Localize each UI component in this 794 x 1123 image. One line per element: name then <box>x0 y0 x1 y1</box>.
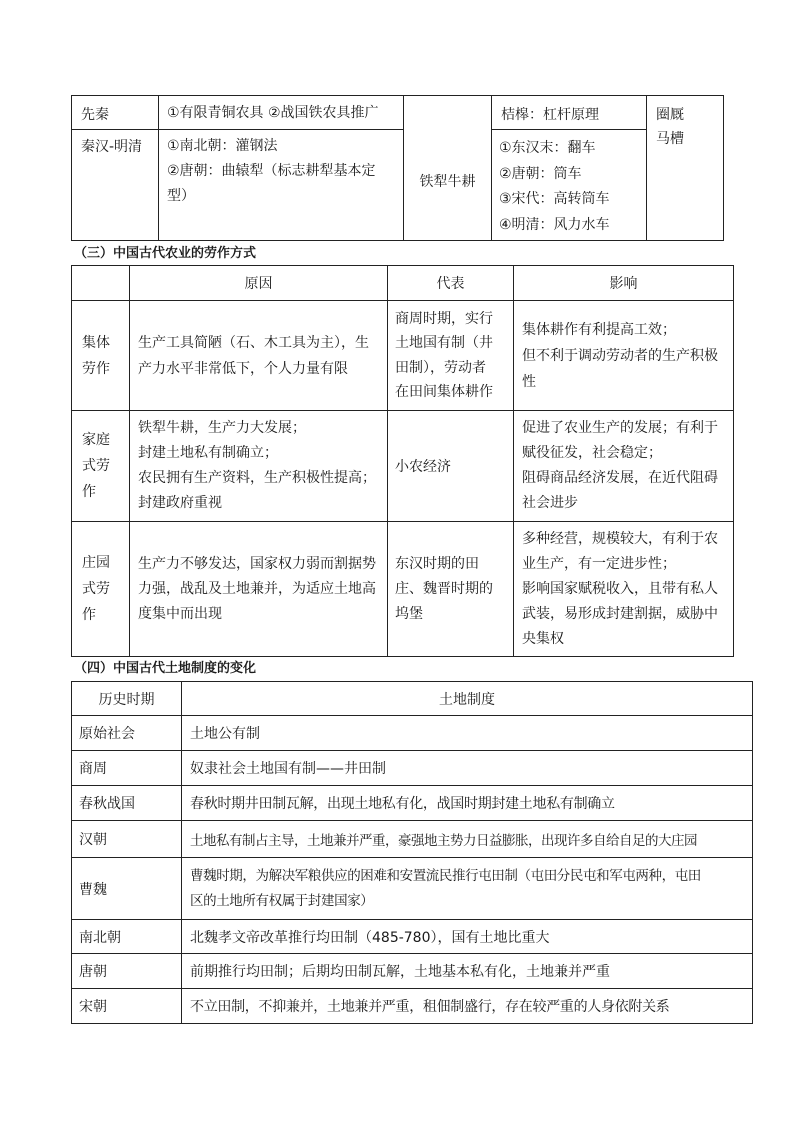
impact-line: 业生产，有一定进步性； <box>522 555 676 572</box>
header-label: 土地制度 <box>439 691 495 708</box>
period-label: 秦汉-明清 <box>81 139 143 155</box>
system-cell <box>182 954 753 989</box>
representative-cell <box>388 411 514 522</box>
fertilizer-line: 圈厩 <box>656 107 684 123</box>
header-cell <box>130 266 388 301</box>
impact-line: 促进了农业生产的发展；有利于 <box>522 420 718 436</box>
period-cell <box>72 130 159 241</box>
labor-name: 式劳 <box>82 581 110 597</box>
period-cell <box>72 786 182 821</box>
labor-methods-table <box>71 265 734 657</box>
representative-line: 商周时期，实行 <box>395 310 493 327</box>
impact-line: 多种经营，规模较大，有利于农 <box>522 530 718 547</box>
period-label: 商周 <box>79 761 107 777</box>
period-label: 唐朝 <box>79 964 107 980</box>
tools-line: ②唐朝：曲辕犁（标志耕犁基本定型） <box>167 163 376 204</box>
system-cell <box>182 821 753 858</box>
section-heading: （四）中国古代土地制度的变化 <box>74 661 257 676</box>
irrigation-item: ③宋代：高转筒车 <box>499 191 610 207</box>
system-line: 区的土地所有权属于封建国家） <box>190 892 374 909</box>
reason-line: 封建土地私有制确立； <box>138 445 278 461</box>
impact-cell <box>514 411 734 522</box>
system-cell <box>182 786 753 821</box>
period-cell <box>72 751 182 786</box>
system-line: 奴隶社会土地国有制——井田制 <box>190 761 386 777</box>
reason-line: 铁犁牛耕，生产力大发展； <box>138 420 306 436</box>
reason-line: 生产工具简陋（石、木工具为主），生 <box>138 334 369 351</box>
plough-label: 铁犁牛耕 <box>419 174 476 190</box>
reason-cell <box>130 301 388 411</box>
irrigation-items-cell <box>492 130 647 241</box>
impact-cell <box>514 522 734 657</box>
impact-line: 性 <box>522 373 536 390</box>
system-cell <box>182 920 753 954</box>
reason-line: 产力水平非常低下，个人力量有限 <box>138 360 348 377</box>
system-line: 不立田制，不抑兼并，土地兼并严重，租佃制盛行，存在较严重的人身依附关系 <box>190 999 670 1015</box>
labor-name: 作 <box>82 484 96 500</box>
system-line: 曹魏时期，为解决军粮供应的困难和安置流民推行屯田制（屯田分民屯和军屯两种，屯田 <box>190 867 701 884</box>
tools-line: ①有限青铜农具 ②战国铁农具推广 <box>167 105 379 121</box>
impact-line: 阻碍商品经济发展，在近代阻碍 <box>522 470 718 486</box>
period-label: 汉朝 <box>79 832 107 848</box>
reason-cell <box>130 411 388 522</box>
system-line: 前期推行均田制；后期均田制瓦解，土地基本私有化，土地兼并严重 <box>190 964 610 980</box>
representative-line: 在田间集体耕作 <box>395 384 493 400</box>
reason-line: 力强，战乱及土地兼并，为适应土地高 <box>138 580 376 597</box>
labor-name-cell <box>72 301 130 411</box>
period-cell <box>72 716 182 751</box>
plough-cell <box>404 96 492 241</box>
header-cell <box>72 682 182 716</box>
representative-line: 东汉时期的田 <box>395 555 479 572</box>
header-cell <box>514 266 734 301</box>
tools-line: ①南北朝：灌钢法 <box>167 138 278 154</box>
representative-line: 庄、魏晋时期的 <box>395 580 493 597</box>
period-cell <box>72 989 182 1024</box>
period-label: 南北朝 <box>79 929 121 946</box>
reason-line: 生产力不够发达，国家权力弱而割据势 <box>138 555 376 572</box>
system-line: 土地私有制占主导，土地兼并严重，豪强地主势力日益膨胀，出现许多自给自足的大庄园 <box>190 833 697 849</box>
labor-name: 家庭 <box>82 432 110 448</box>
labor-name: 集体 <box>82 334 110 351</box>
representative-line: 土地国有制（井 <box>395 335 493 351</box>
labor-name: 式劳 <box>82 458 110 474</box>
period-cell <box>72 858 182 920</box>
irrigation-item: ④明清：风力水车 <box>499 216 610 233</box>
reason-line: 度集中而出现 <box>138 605 222 622</box>
period-label: 春秋战国 <box>79 796 135 812</box>
tools-irrigation-table <box>71 95 724 241</box>
representative-line: 小农经济 <box>395 459 451 475</box>
reason-cell <box>130 522 388 657</box>
impact-line: 赋役征发，社会稳定； <box>522 445 662 461</box>
period-cell <box>72 96 159 130</box>
fertilizer-cell <box>647 96 724 241</box>
irrigation-top-cell <box>492 96 647 130</box>
tools-cell <box>159 96 404 130</box>
labor-name-cell <box>72 522 130 657</box>
labor-name: 作 <box>82 607 96 623</box>
header-cell <box>388 266 514 301</box>
system-cell <box>182 751 753 786</box>
system-line: 土地公有制 <box>190 726 260 742</box>
irrigation-item: ②唐朝：筒车 <box>499 165 582 182</box>
reason-line: 农民拥有生产资料，生产积极性提高； <box>138 470 376 486</box>
header-label: 历史时期 <box>98 691 155 708</box>
impact-line: 社会进步 <box>522 495 578 511</box>
period-label: 宋朝 <box>79 999 107 1015</box>
impact-line: 但不利于调动劳动者的生产积极 <box>522 347 718 364</box>
representative-line: 坞堡 <box>395 605 423 622</box>
section-heading: （三）中国古代农业的劳作方式 <box>74 246 257 261</box>
header-cell <box>182 682 753 716</box>
tools-cell <box>159 130 404 241</box>
system-line: 春秋时期井田制瓦解，出现土地私有化，战国时期封建土地私有制确立 <box>190 796 615 812</box>
labor-name: 庄园 <box>82 555 110 571</box>
period-label: 原始社会 <box>79 726 135 742</box>
representative-cell <box>388 301 514 411</box>
labor-name-cell <box>72 411 130 522</box>
period-label: 先秦 <box>81 107 109 123</box>
impact-line: 央集权 <box>522 630 564 647</box>
irrigation-top-label: 桔槔：杠杆原理 <box>501 107 599 123</box>
representative-cell <box>388 522 514 657</box>
period-cell <box>72 920 182 954</box>
fertilizer-line: 马槽 <box>656 131 684 147</box>
impact-line: 武装，易形成封建割据，威胁中 <box>522 605 718 622</box>
system-cell <box>182 858 753 920</box>
land-system-table <box>71 681 753 1024</box>
system-line: 北魏孝文帝改革推行均田制（485-780），国有土地比重大 <box>190 929 550 946</box>
impact-line: 影响国家赋税收入，且带有私人 <box>522 580 718 597</box>
period-label: 曹魏 <box>79 881 107 898</box>
period-cell <box>72 821 182 858</box>
header-cell <box>72 266 130 301</box>
system-cell <box>182 989 753 1024</box>
header-label: 原因 <box>244 276 273 292</box>
impact-line: 集体耕作有利提高工效； <box>522 321 676 338</box>
representative-line: 田制），劳动者 <box>395 359 486 376</box>
header-label: 代表 <box>436 276 465 292</box>
header-label: 影响 <box>609 276 638 292</box>
irrigation-item: ①东汉末：翻车 <box>499 140 596 156</box>
impact-cell <box>514 301 734 411</box>
period-cell <box>72 954 182 989</box>
system-cell <box>182 716 753 751</box>
labor-name: 劳作 <box>82 360 110 377</box>
reason-line: 封建政府重视 <box>138 495 222 511</box>
